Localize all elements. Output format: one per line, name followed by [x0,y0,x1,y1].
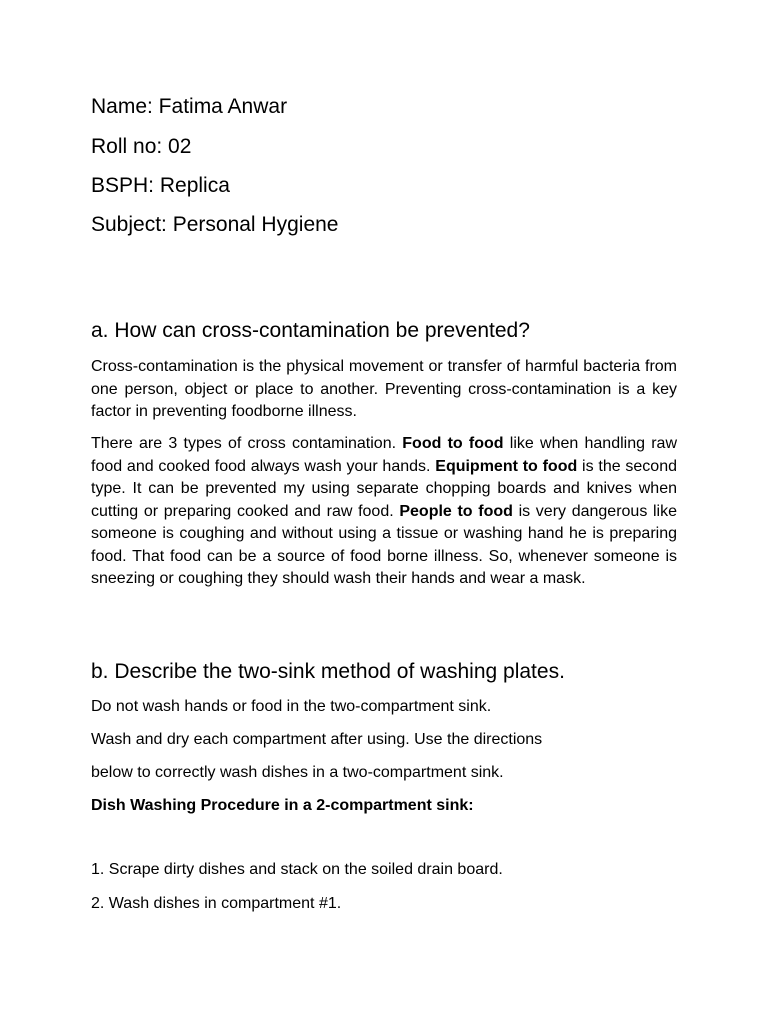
student-name: Name: Fatima Anwar [91,95,288,118]
section-a-paragraph-2: There are 3 types of cross contamination. Food to food like when handling raw food and cooked food always wash your hands. Equipment to food is the second type. It can be prevented my using separate chopping boards and knives when cutting or preparing cooked and raw food. People to food is very dangerous like someone is coughing and without using a tissue or washing hand he is preparing food. That food can be a source of food borne illness. So, whenever someone is sneezing or coughing they should wash their hands and wear a mask. [91,435,678,587]
bold-term-equipment-to-food: Equipment to food [435,457,578,475]
procedure-title: Dish Washing Procedure in a 2-compartment sink: [91,797,474,814]
section-a-paragraph-1: Cross-contamination is the physical movement or transfer of harmful bacteria from one person, object or place to another. Preventing cross-contamination is a key factor in preventing foodborne illness. [91,358,677,420]
procedure-step-2: 2. Wash dishes in compartment #1. [91,895,342,912]
section-a-heading: a. How can cross-contamination be prevented? [91,319,530,342]
section-b-line-3: below to correctly wash dishes in a two-compartment sink. [91,764,504,781]
bold-term-food-to-food: Food to food [402,435,504,452]
bold-term-people-to-food: People to food [399,502,513,520]
program: BSPH: Replica [91,174,230,197]
roll-number: Roll no: 02 [91,135,192,158]
section-b-line-1: Do not wash hands or food in the two-compartment sink. [91,698,492,715]
section-b-line-2: Wash and dry each compartment after using. Use the directions [91,731,543,748]
section-b-heading: b. Describe the two-sink method of washing plates. [91,660,565,683]
procedure-step-1: 1. Scrape dirty dishes and stack on the soiled drain board. [91,861,503,878]
subject: Subject: Personal Hygiene [91,213,339,236]
